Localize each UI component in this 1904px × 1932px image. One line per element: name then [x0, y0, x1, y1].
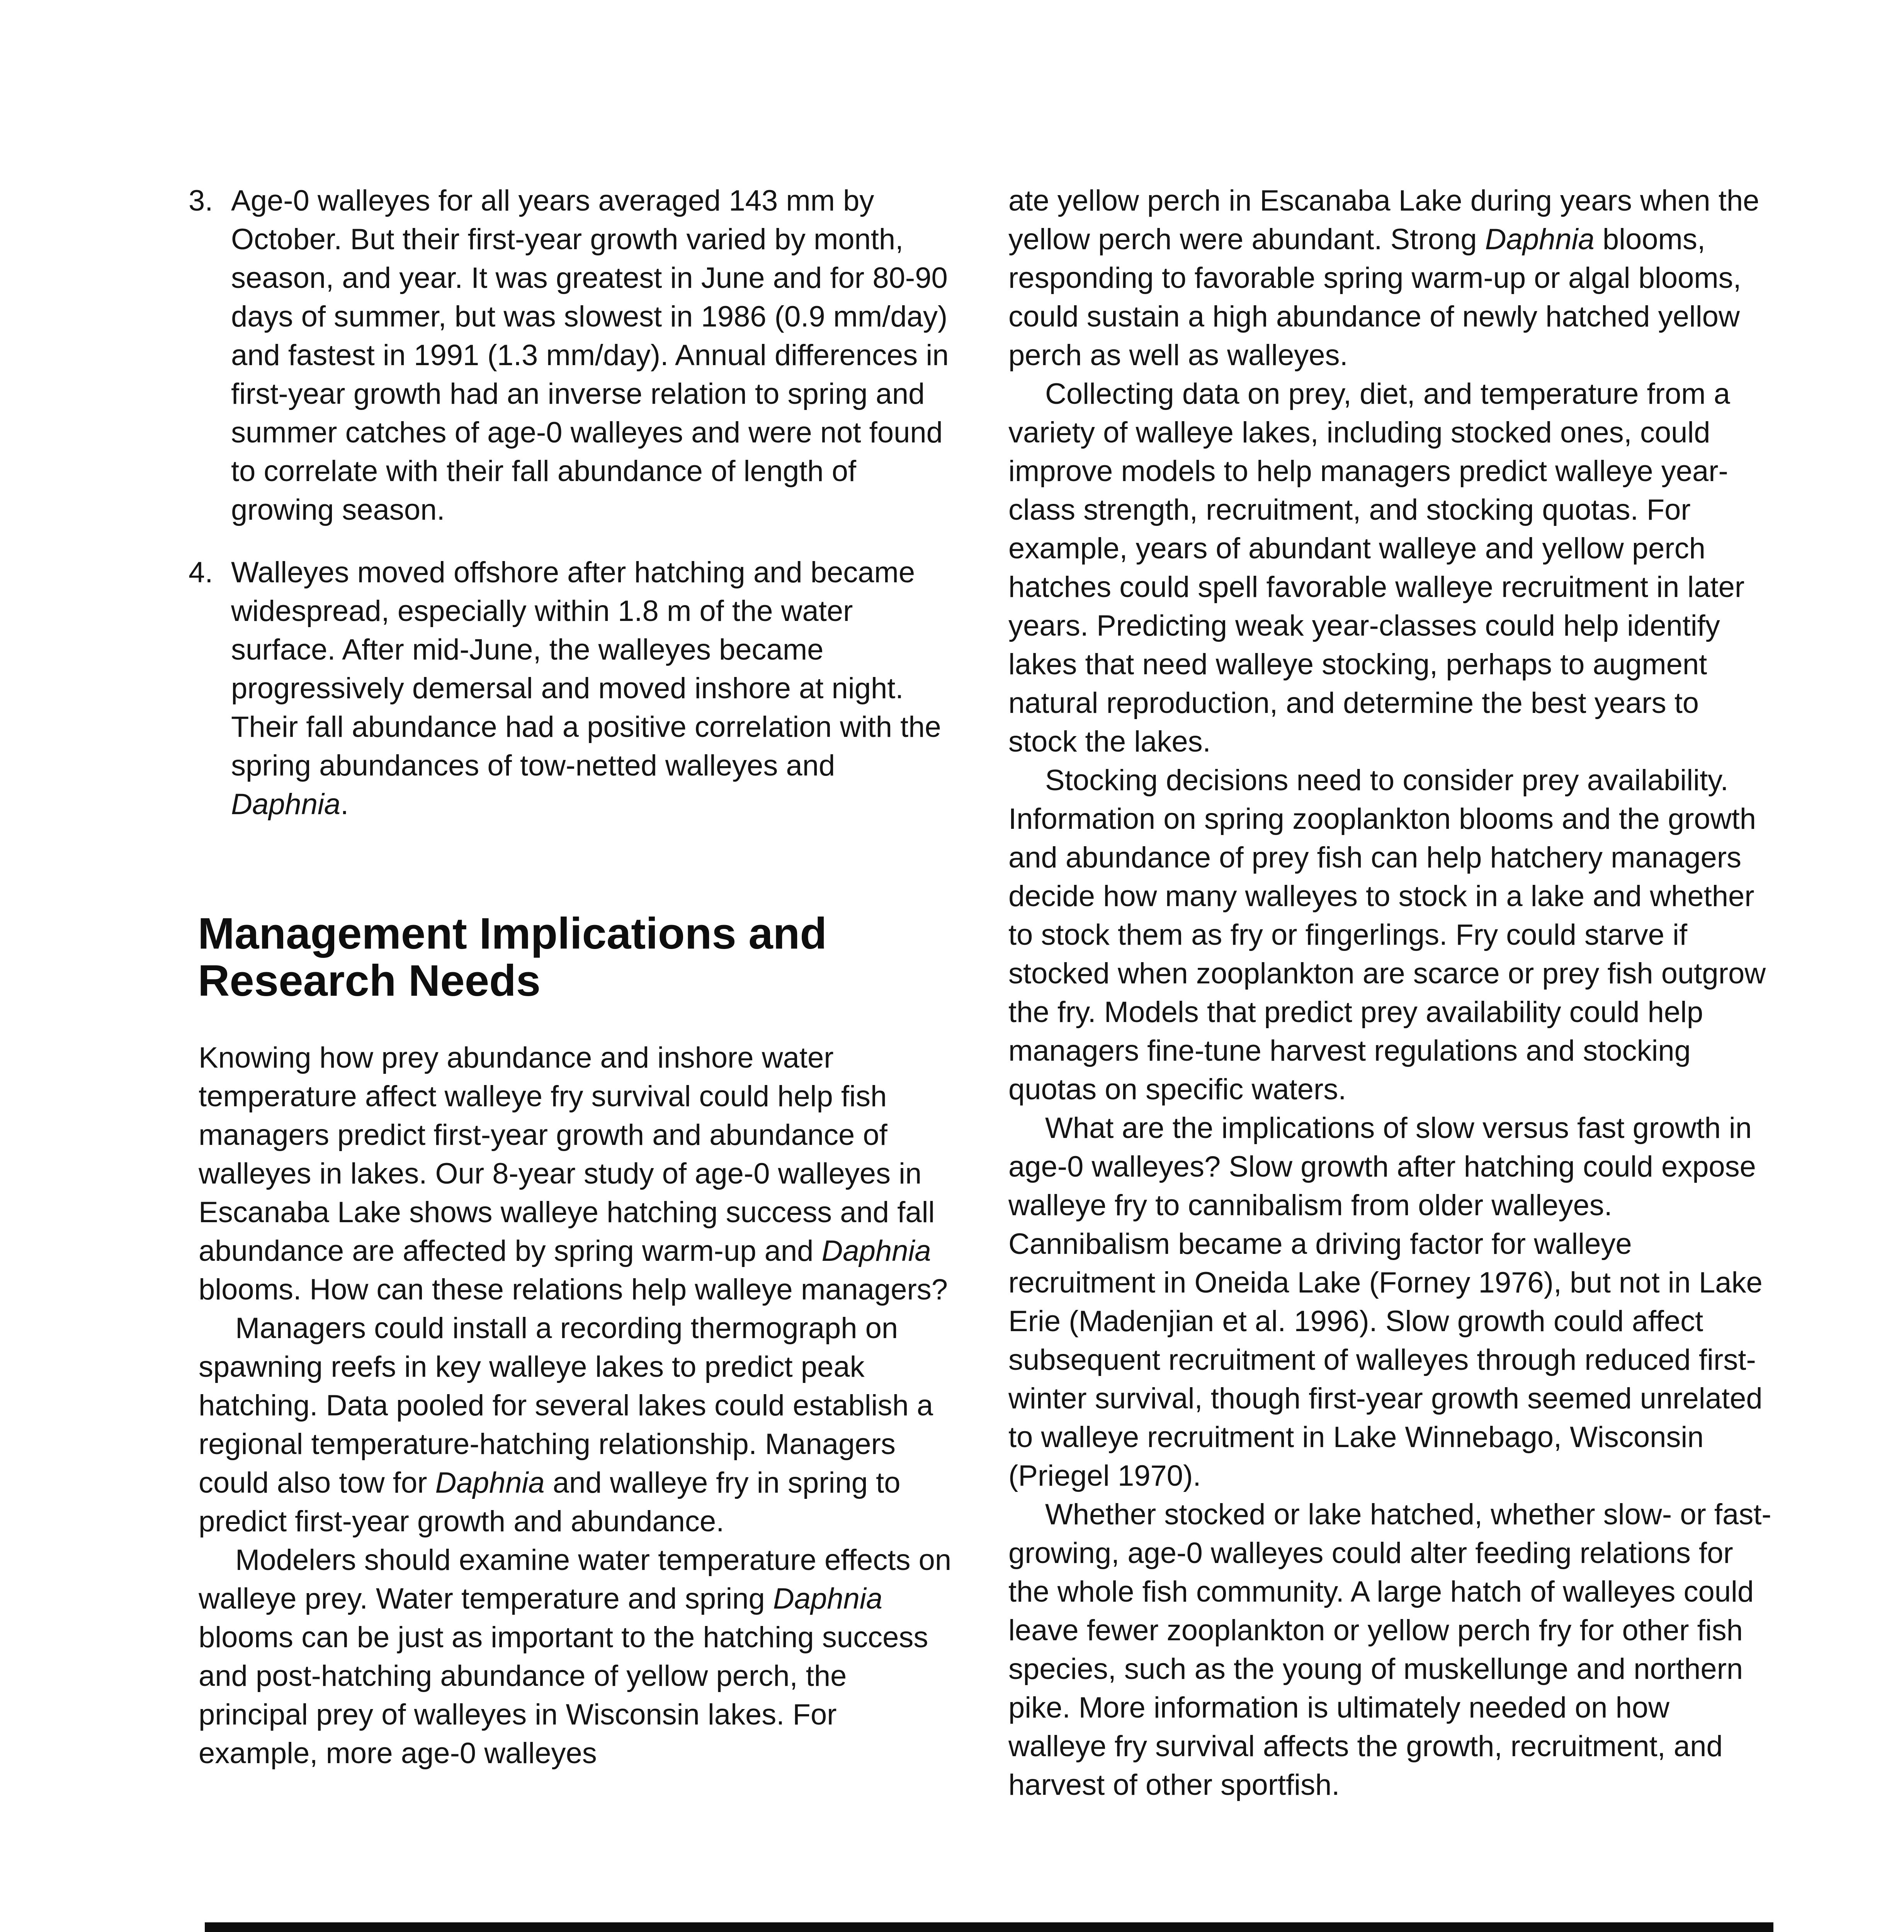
- finding-number: 4.: [189, 556, 213, 589]
- walleye-photo: [205, 1922, 1773, 1932]
- body-paragraph: Knowing how prey abundance and inshore water temperature affect walleye fry survival could help fish managers predict first-year growth and abundance of walleyes in lakes. Our 8-year study of age-0 walleyes in Escanaba Lake shows walleye hatching success and fall abundance are affected by spring warm-up and Daphnia blooms. How can these relations help walleye managers?: [199, 1041, 948, 1306]
- body-paragraph: What are the implications of slow versus fast growth in age-0 walleyes? Slow growth after hatching could expose walleye fry to cannibalism from older walleyes. Cannibalism became a driving factor for walleye recruitment in Oneida Lake (Forney 1976), but not in Lake Erie (Madenjian et al. 1996). Slow growth could affect subsequent recruitment of walleyes through reduced first-winter survival, though first-year growth seemed unrelated to walleye recruitment in Lake Winnebago, Wisconsin (Priegel 1970).: [1008, 1112, 1763, 1492]
- body-paragraph: Modelers should examine water temperature effects on walleye prey. Water temperature and spring Daphnia blooms can be just as important to the hatching success and post-hatching abundance of yellow perch, the principal prey of walleyes in Wisconsin lakes. For example, more age-0 walleyes: [199, 1544, 952, 1770]
- species-name: Daphnia: [435, 1466, 545, 1499]
- species-name: Daphnia: [231, 788, 341, 821]
- finding-item: [189, 182, 954, 529]
- species-name: Daphnia: [773, 1582, 883, 1615]
- finding-text: Walleyes moved offshore after hatching and became widespread, especially within 1.8 m of the water surface. After mid-June, the walleyes became progressively demersal and moved inshore at night. Their fall abundance had a positive correlation with the spring abundances of tow-netted walleyes and: [231, 556, 941, 782]
- body-paragraph: Collecting data on prey, diet, and temperature from a variety of walleye lakes, including stocked ones, could improve models to help managers predict walleye year-class strength, recruitment, and stocking quotas. For example, years of abundant walleye and yellow perch hatches could spell favorable walleye recruitment in later years. Predicting weak year-classes could help identify lakes that need walleye stocking, perhaps to augment natural reproduction, and determine the best years to stock the lakes.: [1008, 378, 1745, 758]
- body-paragraph: Whether stocked or lake hatched, whether slow- or fast-growing, age-0 walleyes could alter feeding relations for the whole fish community. A large hatch of walleyes could leave fewer zooplankton or yellow perch fry for other fish species, such as the young of muskellunge and northern pike. More information is ultimately needed on how walleye fry survival affects the growth, recruitment, and harvest of other sportfish.: [1008, 1498, 1771, 1801]
- finding-text: Age-0 walleyes for all years averaged 143 mm by October. But their first-year growth varied by month, season, and year. It was greatest in June and for 80-90 days of summer, but was slowest in 1986 (0.9 mm/day) and fastest in 1991 (1.3 mm/day). Annual differences in first-year growth had an inverse relation to spring and summer catches of age-0 walleyes and were not found to correlate with their fall abundance of length of growing season.: [231, 184, 949, 526]
- body-paragraph: Stocking decisions need to consider prey availability. Information on spring zooplankton blooms and the growth and abundance of prey fish can help hatchery managers decide how many walleyes to stock in a lake and whether to stock them as fry or fingerlings. Fry could starve if stocked when zooplankton are scarce or prey fish outgrow the fry. Models that predict prey availability could help managers fine-tune harvest regulations and stocking quotas on specific waters.: [1008, 764, 1766, 1106]
- species-name: Daphnia: [1485, 223, 1595, 256]
- section-heading: Management Implications and Research Needs: [198, 909, 827, 1005]
- finding-item: [189, 553, 954, 824]
- finding-number: 3.: [189, 184, 213, 217]
- species-name: Daphnia: [821, 1235, 931, 1267]
- right-column: [1008, 182, 1773, 1804]
- left-column: [189, 182, 954, 1773]
- body-paragraph: ate yellow perch in Escanaba Lake during years when the yellow perch were abundant. Strong Daphnia blooms, responding to favorable spring warm-up or algal blooms, could sustain a high abundance of newly hatched yellow perch as well as walleyes.: [1008, 184, 1760, 372]
- body-paragraph: Managers could install a recording thermograph on spawning reefs in key walleye lakes to predict peak hatching. Data pooled for several lakes could establish a regional temperature-hatching relationship. Managers could also tow for Daphnia and walleye fry in spring to predict first-year growth and abundance.: [199, 1312, 933, 1538]
- finding-text-end: .: [340, 788, 349, 821]
